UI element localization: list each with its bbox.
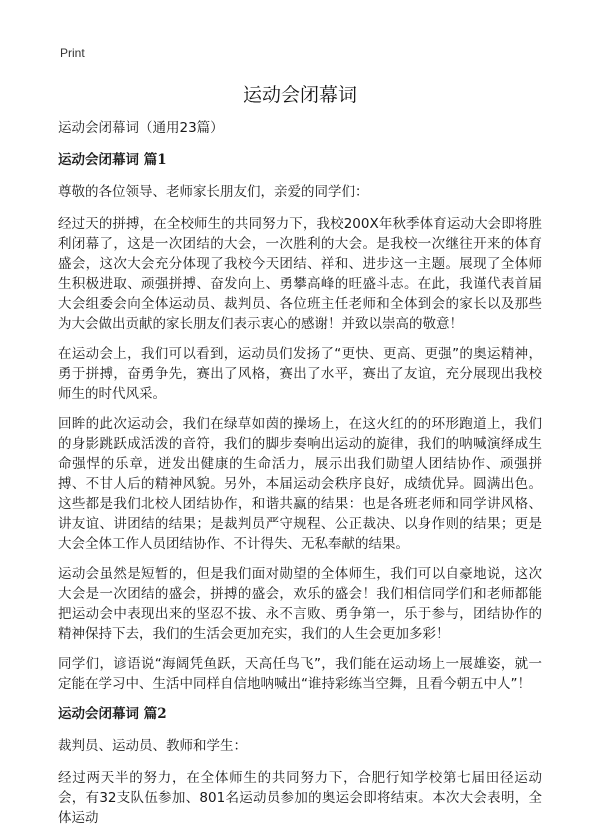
section-greeting: 尊敬的各位领导、老师家长朋友们，亲爱的同学们： <box>58 184 369 200</box>
paragraph: 在运动会上，我们可以看到，运动员们发扬了“更快、更高、更强”的奥运精神，勇于拼搏，奋勇争先，赛出了风格，赛出了水平，赛出了友谊，充分展现出我校师生的时代风采。 <box>58 346 542 402</box>
paragraph: 经过天的拼搏，在全校师生的共同努力下，我校200X年秋季体育运动大会即将胜利闭幕了，这是一次团结的大会，一次胜利的大会。是我校一次继往开来的体育盛会，这次大会充分体现了我校今天团结、祥和、进步这一主题。展现了全体师生积极进取、顽强拼搏、奋发向上、勇攀高峰的旺盛斗志。在此，我谨代表首届大会组委会向全体运动员、裁判员、各位班主任老师和全体到会的家长以及那些为大会做出贡献的家长朋友们表示衷心的感谢！并致以崇高的敬意！ <box>58 216 542 332</box>
paragraph: 经过两天半的努力，在全体师生的共同努力下，合肥行知学校第七届田径运动会，有32支队伍参加、801名运动员参加的奥运会即将结束。本次大会表明，全体运动 <box>58 770 542 826</box>
section-greeting: 裁判员、运动员、教师和学生： <box>58 738 247 754</box>
section-1 <box>58 150 542 694</box>
section-heading: 运动会闭幕词 篇2 <box>58 706 167 722</box>
section-2 <box>58 704 542 828</box>
document-subtitle: 运动会闭幕词（通用23篇） <box>58 120 224 136</box>
print-link[interactable]: Print <box>60 46 85 60</box>
page-title: 运动会闭幕词 <box>242 84 357 106</box>
document-body <box>58 118 542 828</box>
paragraph: 回眸的此次运动会，我们在绿草如茵的操场上，在这火红的的环形跑道上，我们的身影跳跃成活泼的音符，我们的脚步奏响出运动的旋律，我们的呐喊演绎成生命强悍的乐章，迸发出健康的生命活力，展示出我们勋望人团结协作、顽强拼搏、不甘人后的精神风貌。另外，本届运动会秩序良好，成绩优异。圆满出色。这些都是我们北校人团结协作，和谐共赢的结果：也是各班老师和同学讲风格、讲友谊、讲团结的结果；是裁判员严守规程、公正裁决、以身作则的结果；更是大会全体工作人员团结协作、不计得失、无私奉献的结果。 <box>58 416 542 552</box>
paragraph: 运动会虽然是短暂的，但是我们面对勋望的全体师生，我们可以自豪地说，这次大会是一次团结的盛会，拼搏的盛会，欢乐的盛会！我们相信同学们和老师都能把运动会中表现出来的坚忍不拔、永不言败、勇争第一，乐于参与，团结协作的精神保持下去，我们的生活会更加充实，我们的人生会更加多彩！ <box>58 566 542 642</box>
paragraph: 同学们，谚语说“海阔凭鱼跃，天高任鸟飞”，我们能在运动场上一展雄姿，就一定能在学习中、生活中同样自信地呐喊出“谁持彩练当空舞，且看今朝五中人”！ <box>58 656 542 692</box>
section-heading: 运动会闭幕词 篇1 <box>58 152 167 168</box>
